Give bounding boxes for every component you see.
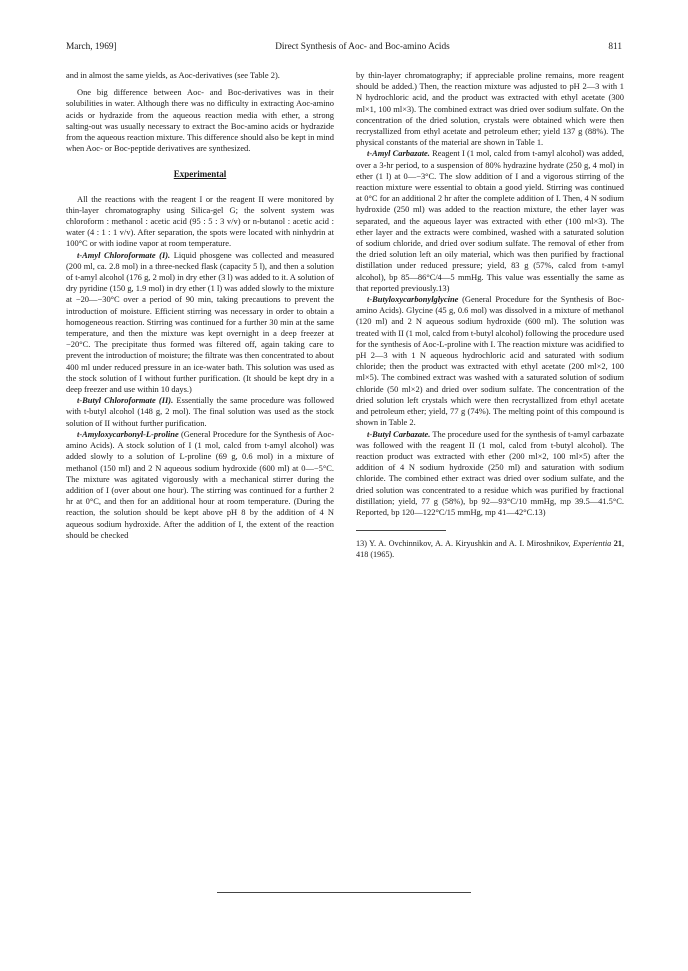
paragraph: and in almost the same yields, as Aoc-derivatives (see Table 2). — [66, 70, 280, 80]
right-column — [356, 70, 624, 560]
reference-divider — [356, 530, 446, 531]
subheading: t-Amyl Chloroformate (I). — [77, 249, 171, 260]
footer-divider — [217, 892, 471, 893]
subheading: t-Amyl Carbazate. — [367, 148, 430, 159]
reference-entry: 13) Y. A. Ovchinnikov, A. A. Kiryushkin and A. I. Miroshnikov, Experientia 21, 418 (1965). — [356, 539, 624, 560]
paragraph: t-Amyl Chloroformate (I). Liquid phosgene was collected and measured (200 ml, ca. 2.8 mol) in a three-necked flask (capacity 5 l), and then a solution of t-amyl alcohol (176 g, 2 mol) in dry ether (3 l) was added to it. A solution of dry pyridine (150 g, 1.9 mol) in dry ether (1 l) was added slowly to the mixture at −20—−30°C over a period of 90 min, taking precautions to prevent the introduction of moisture. Efficient stirring was necessary in order to obtain a homogeneous reaction. Stirring was continued for a further 30 min at the same temperature, and then the mixture was kept overnight in a deep freezer at −20°C. The precipitate thus formed was filtered off, again taking care to prevent the introduction of moisture; the filtrate was then concentrated to about 400 ml under reduced pressure in an ice-water bath. This solution was used as the stock solution of I without further purification. (It should be kept dry in a deep freezer and use within 10 days.) — [66, 249, 335, 395]
subheading: t-Butyl Carbazate. — [367, 428, 431, 439]
paragraph: t-Butyl Chloroformate (II). Essentially the same procedure was followed with t-butyl alcohol (148 g, 2 mol). The final solution was used as the stock solution of II without further purification. — [66, 395, 334, 428]
reference-volume: 21 — [613, 539, 622, 549]
paragraph: t-Amyl Carbazate. Reagent I (1 mol, calcd from t-amyl alcohol) was added, over a 3-hr period, to a suspension of 80% hydrazine hydrate (250 g, 4 mol) in ether (1 l) at 0—−3°C. The slow addition of I and a vigorous stirring of the reaction mixture were essential to obtain a good yield. Stirring was continued at 0°C for an additional 2 hr after the complete addition of I. Then, 4 N sodium hydroxide (250 ml) was added to the reaction mixture, the ether layer was separated, and the aqueous layer was extracted with ether (100 ml×3). The ether layer and the extracts were combined, washed with a saturated solution of sodium chloride, and dried over sodium sulfate. The removal of ether from the dried solution left an oily material, which was then purified by fractional distillation under reduced pressure; yield, 83 g (57%, calcd from t-amyl alcohol), bp 85—86°C/4—5 mmHg. This value was essentially the same as that reported previously.13) — [356, 148, 625, 293]
section-heading-experimental: Experimental — [173, 169, 227, 180]
header-date: March, 1969] — [66, 42, 117, 52]
subheading: t-Butyloxycarbonylglycine — [367, 294, 459, 305]
paragraph: All the reactions with the reagent I or the reagent II were monitored by thin-layer chromatography using Silica-gel G; the solvent system was chloroform : methanol : acetic acid (95 : 5 : 3 v/v) or n-butanol : acetic acid : water (4 : 1 : 1 v/v). After separation, the spots were located with ninhydrin at 100°C or with iodine vapor at room temperature. — [66, 193, 334, 249]
paragraph: by thin-layer chromatography; if appreciable proline remains, more reagent should be added.) Then, the reaction mixture was adjusted to pH 2—3 with 1 N hydrochloric acid, and the product was extracted with ethyl acetate (300 ml×1, 100 ml×3). The combined extract was dried over sodium sulfate. On the concentration of the dried solution, crystals were obtained which were then recrystallized from ethyl acetate and petroleum ether; yield 137 g (88%). The physical constants of the material are shown in Table 1. — [356, 70, 624, 148]
paragraph: t-Amyloxycarbonyl-L-proline (General Procedure for the Synthesis of Aoc-amino Acids). A stock solution of I (1 mol, calcd from t-amyl alcohol) was added slowly to a solution of L-proline (69 g, 0.6 mol) in a mixture of methanol (150 ml) and 2 N aqueous sodium hydroxide (600 ml) at 0—−5°C. The mixture was agitated vigorously with a mechanical stirrer during the addition of I (over about one hour). The stirring was continued for a further 2 hr at 0°C, and then for an additional hour at room temperature. (During the reaction, the solution should be kept above pH 8 by the addition of 4 N aqueous sodium hydroxide. After the addition of I, the extent of the reaction should be checked — [66, 428, 334, 540]
header-title: Direct Synthesis of Aoc- and Boc-amino Acids — [275, 42, 450, 52]
subheading: t-Amyloxycarbonyl-L-proline — [77, 428, 179, 439]
paragraph: t-Butyl Carbazate. The procedure used for the synthesis of t-amyl carbazate was followed with the reagent II (1 mol, calcd from t-butyl alcohol). The reaction product was extracted with ether (200 ml×2, 100 ml×5) after the addition of 4 N sodium hydroxide (250 ml) and saturation with sodium chloride. The combined ether extract was dried over sodium sulfate, and the dried solution was concentrated to a residue which was purified by fractional distillation; yield, 77 g (58%), bp 92—93°C/10 mmHg, mp 39.5—41.5°C. Reported, bp 120—122°C/15 mmHg, mp 41—42°C.13) — [356, 428, 624, 517]
running-header — [66, 41, 622, 53]
header-page-number: 811 — [608, 42, 622, 52]
left-column — [66, 70, 334, 541]
subheading: t-Butyl Chloroformate (II). — [77, 395, 174, 406]
paragraph: t-Butyloxycarbonylglycine (General Procedure for the Synthesis of Boc-amino Acids). Glycine (45 g, 0.6 mol) was dissolved in a mixture of methanol (120 ml) and 2 N aqueous sodium hydroxide (600 ml). The solution was treated with II (1 mol, calcd from t-butyl alcohol) following the procedure used for the synthesis of Aoc-L-proline with I. The reaction mixture was acidified to pH 2—3 with 1 N aqueous hydrochloric acid and saturated with sodium chloride; then the product was extracted with ethyl acetate (200 ml×2, 100 ml×5). The combined extract was washed with a saturated solution of sodium chloride (50 ml×2) and dried over sodium sulfate. The concentration of the dried solution left crystals which were then recrystallized from ethyl acetate and petroleum ether; yield, 77 g (74%). The melting point of this compound is shown in Table 2. — [356, 294, 624, 428]
paragraph: One big difference between Aoc- and Boc-derivatives was in their solubilities in water. Although there was no difficulty in extracting Aoc-amino acids or hydrazide from the aqueous reaction media with ether, a strong salting-out was usually necessary to extract the Boc-amino acids or hydrazide from the aqueous reaction mixture. This difference should also be kept in mind when Aoc- or Boc-peptide derivatives are synthesized. — [66, 87, 334, 154]
reference-journal: Experientia — [573, 539, 612, 549]
